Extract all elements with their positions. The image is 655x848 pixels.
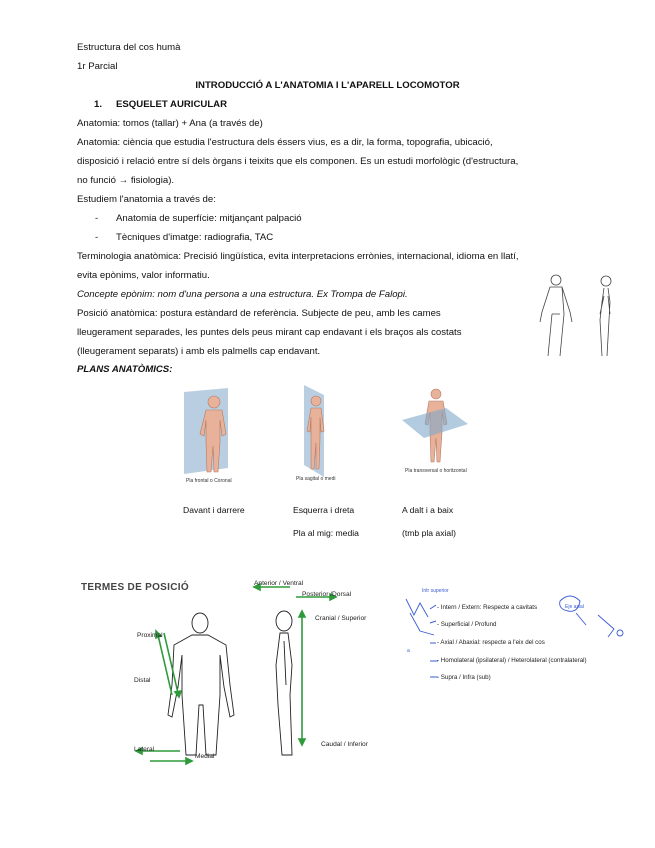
plane-caption: A dalt i a baix [402,505,454,515]
label-lateral: Lateral [134,746,155,753]
terminology-line-2: evita epònims, valor informatiu. [77,270,210,281]
plane-caption-secondary: Pla al mig: media [293,528,359,538]
section-heading: ESQUELET AURICULAR [116,99,228,110]
position-line-1: Posició anatòmica: postura estàndard de referència. Subjecte de peu, amb les cames [77,308,441,319]
note-tiny: Intr superior [422,588,449,594]
note-item: - Homolateral (ipsilateral) / Heterolateral (contralateral) [437,657,587,664]
label-distal: Distal [134,677,151,684]
terminology-line-1: Terminologia anatòmica: Precisió lingüística, evita interpretacions errònies, internacional, idioma en llatí, [77,251,519,262]
note-item: - Superficial / Profund [437,621,497,628]
term-label: 1r Parcial [77,61,118,72]
note-item: - Intern / Extern: Respecte a cavitats [437,604,538,611]
position-line-3: (lleugerament separats) i amb els palmells cap endavant. [77,346,321,357]
definition-line-3: no funció → fisiologia). [77,175,175,186]
plane-caption-secondary: (tmb pla axial) [402,528,456,538]
position-line-2: lleugerament separades, les puntes dels peus mirant cap endavant i els braços als costats [77,327,462,338]
bullet-item: Anatomia de superfície: mitjançant palpació [116,213,302,224]
note-item: - Axial / Abaxial: respecte a l'eix del cos [437,639,545,646]
plane-tiny-label: Pla sagital o medi [296,476,336,482]
plane-tiny-label: Pla transversal o horitzontal [405,468,467,474]
plane-caption: Esquerra i dreta [293,505,355,515]
transverse-plane-figure [400,384,470,466]
study-intro: Estudiem l'anatomia a través de: [77,194,216,205]
plans-heading: PLANS ANATÒMICS: [77,364,173,375]
plane-caption: Davant i darrere [183,505,245,515]
label-posterior: Posterior /Dorsal [302,591,352,598]
sagittal-plane-figure [290,385,340,477]
frontal-plane-figure [178,388,250,480]
definition-line-1: Anatomia: ciència que estudia l'estructura dels éssers vius, es a dir, la forma, topografia, ubicació, [77,137,493,148]
label-anterior: Anterior / Ventral [254,580,304,587]
label-medial: Medial [195,753,215,760]
terms-figure-title: TERMES DE POSICIÓ [81,582,189,593]
page-title: INTRODUCCIÓ A L'ANATOMIA I L'APARELL LOCOMOTOR [195,80,460,91]
label-cranial: Cranial / Superior [315,615,367,622]
section-number: 1. [94,99,103,110]
bullet-item: Tècniques d'imatge: radiografia, TAC [116,232,274,243]
bullet-dash: - [95,213,99,224]
terms-position-figure [80,575,382,765]
etymology-line: Anatomia: tomos (tallar) + Ana (a través de) [77,118,263,129]
label-caudal: Caudal / Inferior [321,741,368,748]
plane-tiny-label: Pla frontal o Coronal [186,478,232,484]
anatomical-position-figure [530,272,630,360]
note-tiny: Eje axial [565,604,584,610]
definition-line-2: disposició i relació entre sí dels òrgans i teixits que els componen. Es un estudi morfològic (d'estructura, [77,156,519,167]
note-item: - Supra / Infra (sub) [437,674,491,681]
note-tiny: a [407,648,410,654]
course-title: Estructura del cos humà [77,42,181,53]
eponym-line: Concepte epònim: nom d'una persona a una estructura. Ex Trompa de Falopi. [77,289,408,300]
bullet-dash: - [95,232,99,243]
label-proximal: Proximal [137,632,163,639]
